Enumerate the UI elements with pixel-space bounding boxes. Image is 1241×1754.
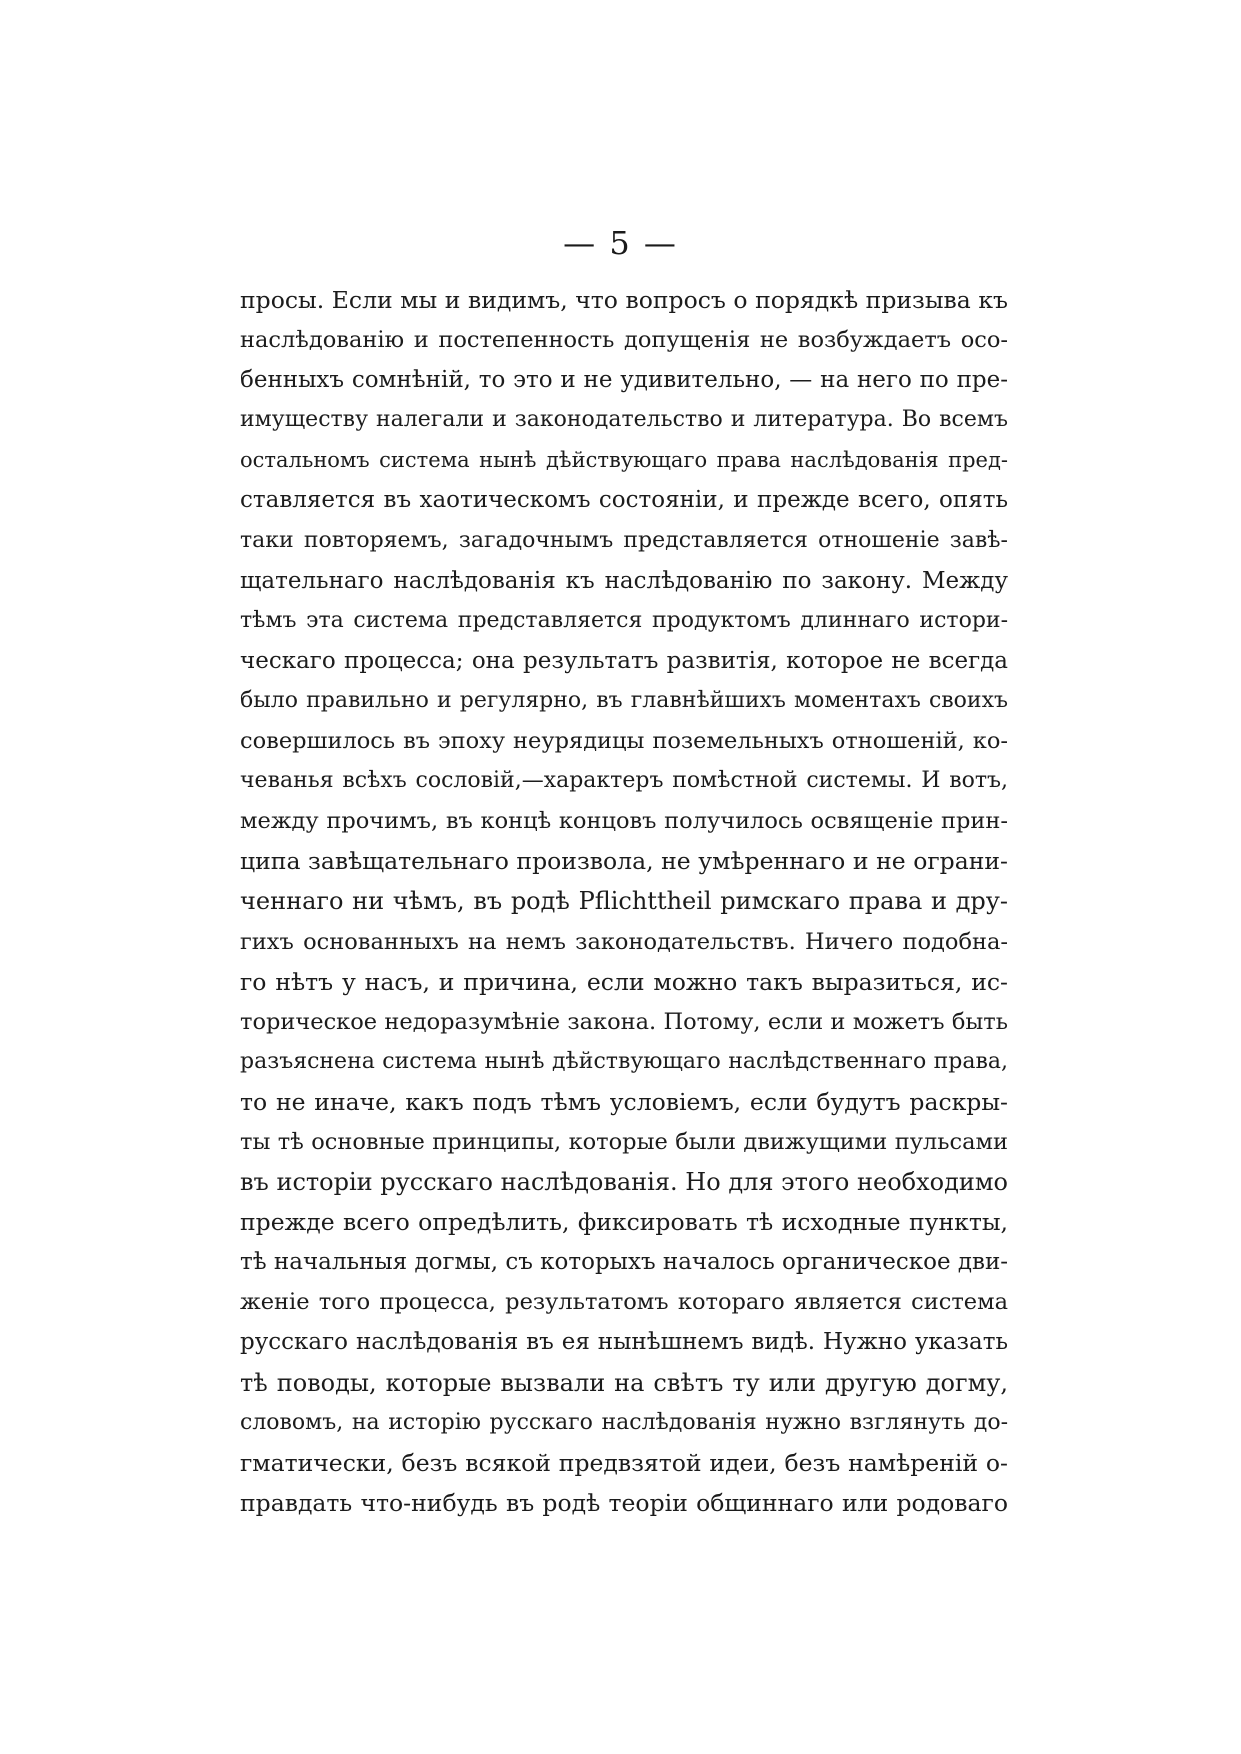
text-line: просы. Если мы и видимъ, что вопросъ о порядкѣ призыва къ [240,286,1008,314]
text-line: ты тѣ основные принципы, которые были движущими пульсами [240,1128,1008,1155]
text-line: разъяснена система нынѣ дѣйствующаго наслѣдственнаго права, [240,1048,1008,1074]
text-line: торическое недоразумѣніе закона. Потому, если и можетъ быть [240,1008,1008,1035]
text-line: таки повторяемъ, загадочнымъ представляется отношеніе завѣ- [240,527,1008,553]
text-line: остальномъ система нынѣ дѣйствующаго права наслѣдованія пред- [240,448,1008,473]
text-line: щательнаго наслѣдованія къ наслѣдованію по закону. Между [240,567,1008,594]
text-line: тѣмъ эта система представляется продуктомъ длиннаго истори- [240,607,1008,633]
text-line: ципа завѣщательнаго произвола, не умѣреннаго и не ограни- [240,847,1008,876]
text-line: чеванья всѣхъ сословій,—характеръ помѣстной системы. И вотъ, [240,768,1008,794]
body-text [240,280,1008,1523]
text-line: то не иначе, какъ подъ тѣмъ условіемъ, если будутъ раскры- [240,1087,1008,1116]
text-line: словомъ, на исторію русскаго наслѣдованія нужно взглянуть до- [240,1409,1008,1435]
text-line: совершилось въ эпоху неурядицы поземельныхъ отношеній, ко- [240,728,1008,755]
page-number: — 5 — [563,224,678,262]
text-line: тѣ поводы, которые вызвали на свѣтъ ту или другую догму, [240,1368,1008,1397]
text-line: гматически, безъ всякой предвзятой идеи, безъ намѣреній о- [240,1448,1008,1477]
text-line: наслѣдованію и постепенность допущенія не возбуждаетъ осо- [240,327,1008,354]
text-line: имуществу налегали и законодательство и литература. Во всемъ [240,407,1008,433]
text-line: женіе того процесса, результатомъ котораго является система [240,1289,1008,1316]
text-line: тѣ начальныя догмы, съ которыхъ началось органическое дви- [240,1249,1008,1276]
text-line: ческаго процесса; она результатъ развитія, которое не всегда [240,647,1008,674]
text-line: было правильно и регулярно, въ главнѣйшихъ моментахъ своихъ [240,687,1008,713]
text-line: между прочимъ, въ концѣ концовъ получилось освященіе прин- [240,808,1008,835]
text-line: русскаго наслѣдованія въ ея нынѣшнемъ видѣ. Нужно указать [240,1329,1008,1356]
text-line: ченнаго ни чѣмъ, въ родѣ Pflichttheil римскаго права и дру- [240,887,1008,916]
text-line: бенныхъ сомнѣній, то это и не удивительно, — на него по пре- [240,367,1008,394]
text-line: ставляется въ хаотическомъ состояніи, и прежде всего, опять [240,487,1008,514]
text-line: въ исторіи русскаго наслѣдованія. Но для этого необходимо [240,1168,1008,1197]
text-line: гихъ основанныхъ на немъ законодательствъ. Ничего подобна- [240,928,1008,955]
text-line: го нѣтъ у насъ, и причина, если можно такъ выразиться, ис- [240,967,1008,996]
text-line: правдать что-нибудь въ родѣ теоріи общиннаго или родоваго [240,1488,1008,1517]
text-line: прежде всего опредѣлить, фиксировать тѣ исходные пункты, [240,1208,1008,1237]
